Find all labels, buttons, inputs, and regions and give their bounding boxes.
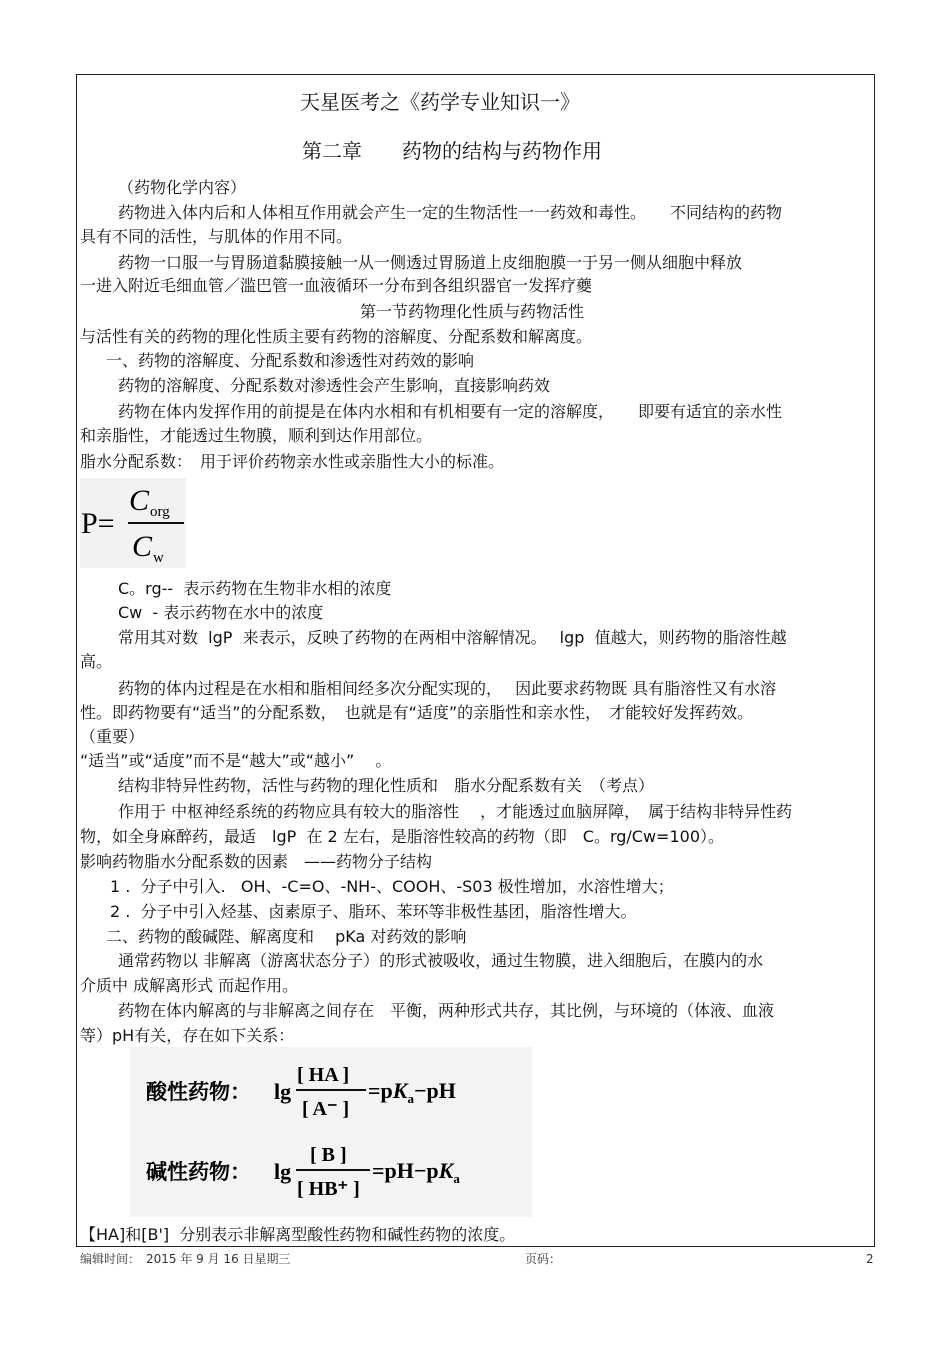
base-label: 碱性药物： bbox=[146, 1160, 251, 1184]
acid-label: 酸性药物： bbox=[146, 1080, 251, 1104]
text-line: 等）pH有关，存在如下关系： bbox=[80, 1026, 295, 1045]
formula-lhs: P= bbox=[81, 507, 115, 540]
base-rhs-prefix: =pH−p bbox=[372, 1158, 439, 1183]
text-line: （药物化学内容） bbox=[118, 178, 247, 197]
partition-coefficient-formula bbox=[80, 478, 186, 568]
base-numerator: [ B ] bbox=[310, 1144, 347, 1166]
acid-numerator: [ HA ] bbox=[297, 1064, 350, 1086]
book-title: 天星医考之《药学专业知识一》 bbox=[300, 90, 580, 114]
text-line: 药物进入体内后和人体相互作用就会产生一定的生物活性一一药效和毒性。 不同结构的药物 bbox=[118, 203, 783, 222]
text-line: “适当”或“适度”而不是“越大”或“越小” 。 bbox=[80, 751, 392, 770]
base-rhs-k: K bbox=[438, 1158, 454, 1183]
text-line: 药物在体内解离的与非解离之间存在 平衡，两种形式共存，其比例，与环境的（体液、血液 bbox=[118, 1001, 775, 1020]
acid-rhs-prefix: =p bbox=[368, 1078, 393, 1103]
base-lg: lg bbox=[274, 1159, 292, 1184]
footer-page-number: 2 bbox=[866, 1252, 874, 1266]
chapter-title: 第二章 药物的结构与药物作用 bbox=[302, 139, 602, 163]
formula-denominator-sub: w bbox=[153, 550, 164, 566]
text-line: 影响药物脂水分配系数的因素 ——药物分子结构 bbox=[80, 852, 433, 871]
text-line: 具有不同的活性，与肌体的作用不同。 bbox=[80, 227, 353, 246]
acid-denominator: [ A⁻ ] bbox=[302, 1098, 350, 1120]
list-item: 2 . 分子中引入烃基、卤素原子、脂环、苯环等非极性基团，脂溶性增大。 bbox=[110, 902, 637, 921]
svg-text:=pKa−pH bbox=[368, 1078, 456, 1106]
text-line: 一进入附近毛细血管／滥巴管一血液循环一分布到各组织器官一发挥疗夔 bbox=[80, 276, 593, 295]
acid-rhs-k: K bbox=[392, 1078, 408, 1103]
text-line: Cw - 表示药物在水中的浓度 bbox=[118, 603, 324, 622]
svg-text:=pH−pKa bbox=[372, 1158, 460, 1186]
text-line: 药物在体内发挥作用的前提是在体内水相和有机相要有一定的溶解度， 即要有适宜的亲水性 bbox=[118, 402, 783, 421]
base-rhs-a: a bbox=[453, 1171, 460, 1186]
text-line: 作用于 中枢神经系统的药物应具有较大的脂溶性 ，才能透过血脑屏障， 属于结构非特异性药 bbox=[118, 802, 793, 821]
list-item: 1 . 分子中引入. OH、-C=O、-NH-、COOH、-S03 极性增加，水溶性增大； bbox=[110, 877, 674, 896]
text-line: 高。 bbox=[80, 652, 113, 671]
text-line: 【HA]和[B'] 分别表示非解离型酸性药物和碱性药物的浓度。 bbox=[80, 1225, 516, 1244]
section-heading: 第一节药物理化性质与药物活性 bbox=[360, 302, 585, 321]
subsection-heading: 二、药物的酸碱陛、解离度和 pKa 对药效的影响 bbox=[106, 927, 467, 946]
text-line: 药物的溶解度、分配系数对渗透性会产生影响，直接影响药效 bbox=[118, 376, 551, 395]
text-line: 物，如全身麻醉药，最适 lgP 在 2 左右，是脂溶性较高的药物（即 C。rg/Cw=100）。 bbox=[80, 827, 724, 846]
subsection-heading: 一、药物的溶解度、分配系数和渗透性对药效的影响 bbox=[106, 351, 475, 370]
formula-numerator: C bbox=[129, 484, 150, 517]
text-line: 常用其对数 lgP 来表示，反映了药物的在两相中溶解情况。 lgp 值越大，则药物的脂溶性越 bbox=[118, 628, 787, 647]
text-line: C。rg-- 表示药物在生物非水相的浓度 bbox=[118, 579, 392, 598]
formula-numerator-sub: org bbox=[150, 504, 170, 520]
text-line: 结构非特异性药物，活性与药物的理化性质和 脂水分配系数有关 （考点） bbox=[118, 776, 655, 795]
footer-page-label: 页码： bbox=[525, 1252, 562, 1266]
text-line: （重要） bbox=[80, 727, 145, 746]
text-line: 脂水分配系数： 用于评价药物亲水性或亲脂性大小的标准。 bbox=[80, 452, 505, 471]
henderson-hasselbalch-formula bbox=[130, 1047, 532, 1217]
text-line: 与活性有关的药物的理化性质主要有药物的溶解度、分配系数和解离度。 bbox=[80, 327, 593, 346]
text-line: 通常药物以 非解离（游离状态分子）的形式被吸收，通过生物膜，进入细胞后，在膜内的水 bbox=[118, 951, 764, 970]
text-line: 药物一口服一与胃肠道黏膜接触一从一侧透过胃肠道上皮细胞膜一于另一侧从细胞中释放 bbox=[118, 253, 743, 272]
footer-edit-time: 编辑时间： 2015 年 9 月 16 日星期三 bbox=[80, 1252, 291, 1266]
formula-denominator: C bbox=[132, 530, 153, 563]
text-line: 性。即药物要有“适当”的分配系数， 也就是有“适度”的亲脂性和亲水性， 才能较好发挥药效。 bbox=[80, 703, 754, 722]
text-line: 介质中 成解离形式 而起作用。 bbox=[80, 976, 299, 995]
acid-rhs-suffix: −pH bbox=[413, 1078, 456, 1103]
base-denominator: [ HB⁺ ] bbox=[297, 1178, 360, 1200]
acid-lg: lg bbox=[274, 1079, 292, 1104]
text-line: 药物的体内过程是在水相和脂相间经多次分配实现的， 因此要求药物既 具有脂溶性又有水溶 bbox=[118, 679, 777, 698]
text-line: 和亲脂性，才能透过生物膜，顺利到达作用部位。 bbox=[80, 426, 433, 445]
acid-rhs-a: a bbox=[407, 1091, 414, 1106]
